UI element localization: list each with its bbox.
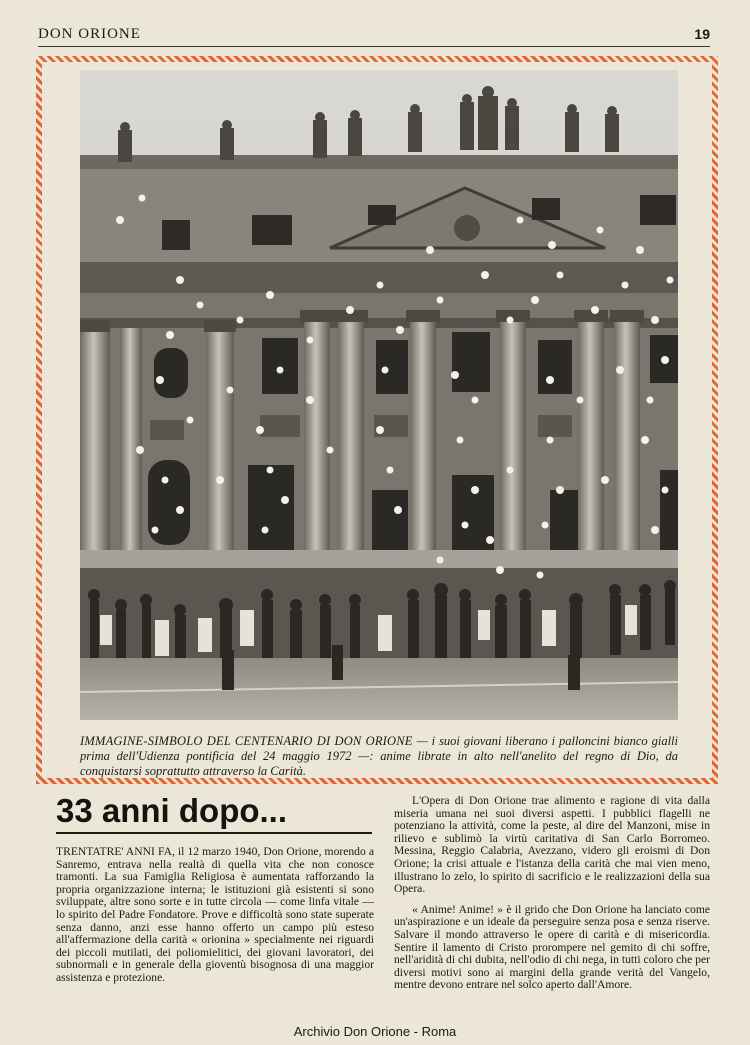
right-paragraph-1: L'Opera di Don Orione trae alimento e ragione di vita dalla miseria umana nei suoi diversi aspetti. I pubblici flagelli ne potenziano la attività, come la peste, al dire del Manzoni, mise in rilievo e sublimò la virtù caritativa di San Carlo Borromeo. Messina, Reggio Calabria, Avezzano, videro gli eroismi di Don Orione; la crisi attuale e l'istanza della carità che mai vien meno, illustrano lo zelo, lo spirito di sacrificio e le realizzazioni della sua Opera. (394, 794, 710, 896)
caption-lead: IMMAGINE-SIMBOLO DEL CENTENARIO DI DON ORIONE (80, 734, 413, 748)
article-headline: 33 anni dopo... (56, 792, 372, 834)
caption-text: — i suoi giovani liberano i palloncini bianco gialli prima dell'Udienza pontificia del 24 maggio 1972 —: anime librate in alto nell'anelito del regno di Dio, da conquistarsi soprattutto attraverso la Carità. (80, 734, 679, 778)
page-number: 19 (694, 26, 710, 42)
magazine-title: DON ORIONE (38, 26, 141, 42)
photo-caption (80, 734, 678, 779)
basilica-photo (80, 70, 678, 720)
article-right-column (394, 795, 710, 1000)
article-left-column (56, 846, 374, 993)
right-paragraph-2: « Anime! Anime! » è il grido che Don Orione ha lanciato come un'aspirazione e un ideale da perseguire senza posa e senza riserve. Salvare il mondo attraverso le opere di carità e di misericordia. Sentire il lamento di Cristo prorompere nel gemito di chi soffre, nell'aridità di chi dubita, nell'odio di chi nega, in tutti coloro che per diversi motivi sono ai margini della grande verità del Vangelo, mentre devono entrare nel solco aperto dall'Amore. (394, 902, 710, 992)
left-paragraph: TRENTATRE' ANNI FA, il 12 marzo 1940, Don Orione, morendo a Sanremo, entrava nella realtà di quella vita che non conosce tramonti. La sua Famiglia Religiosa è aumentata rafforzando la propria organizzazione interna; le istituzioni già esistenti si sono sviluppate, altre sono sorte e in tutte circola — come linfa vitale — lo spirito del Padre Fondatore. Prove e difficoltà sono state superate senza danno, anzi esse hanno offerto un campo più esteso all'affermazione della carità « orionina » specialmente nei riguardi dei piccoli mutilati, dei poliomielitici, dei giovani lavoratori, dei subnormali e in generale della gioventù bisognosa di una maggior assistenza e protezione. (56, 845, 374, 984)
archive-footer: Archivio Don Orione - Roma (293, 1024, 457, 1039)
page-header (38, 24, 710, 47)
